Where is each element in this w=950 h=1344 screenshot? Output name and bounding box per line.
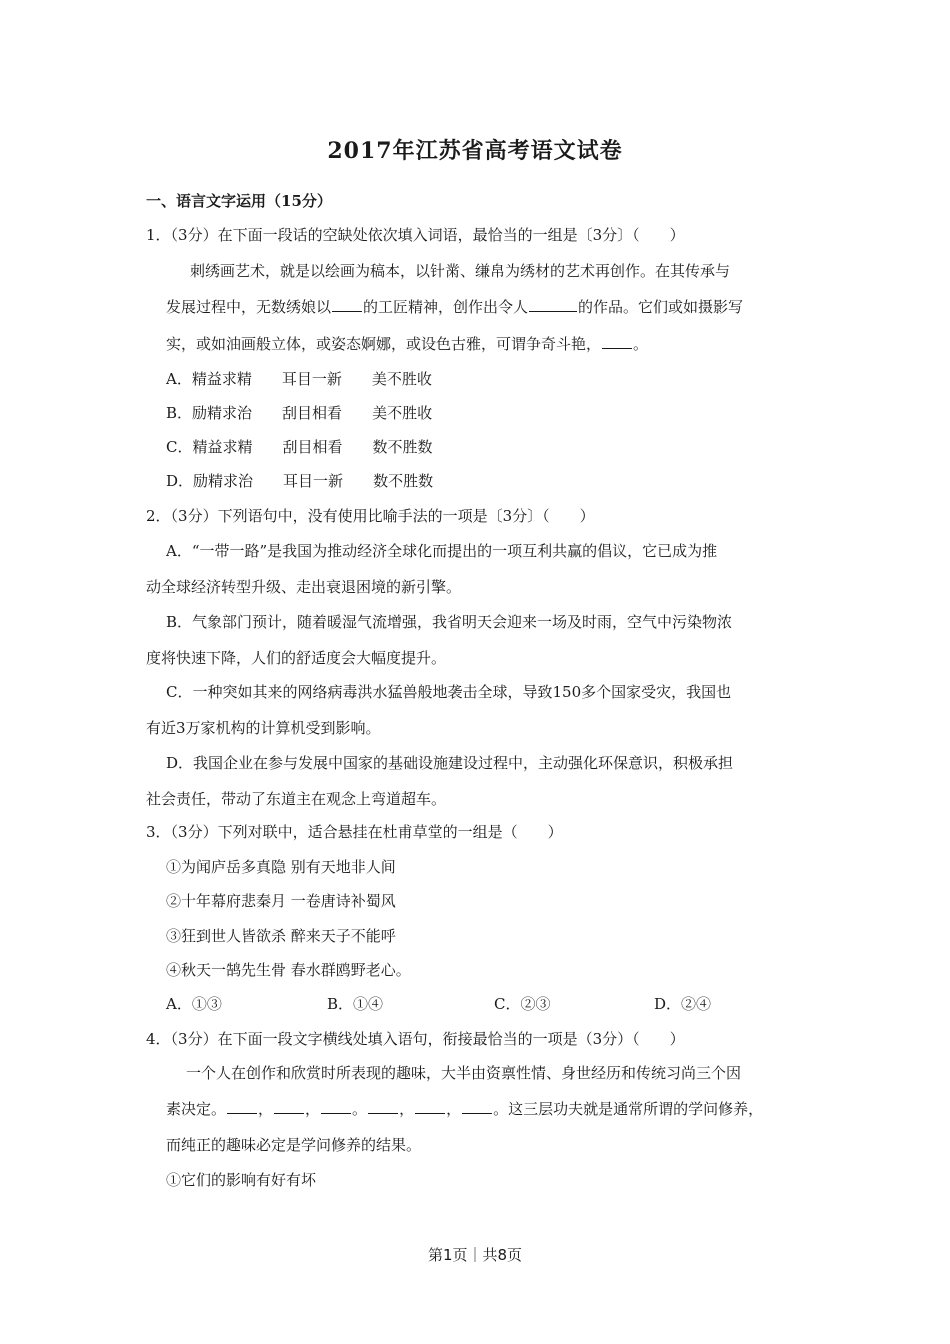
question-2-option-b-line-2: 度将快速下降，人们的舒适度会大幅度提升。 (146, 649, 447, 667)
question-3-option-c[interactable]: C．②③ (494, 995, 551, 1013)
couplet-item-3: ③狂到世人皆欲杀 醉来天子不能呼 (166, 927, 396, 945)
separator: ， (399, 1100, 415, 1118)
option-word: 刮目相看 (282, 438, 343, 456)
question-4-passage-line-2 (166, 1098, 763, 1119)
question-1-option-a[interactable] (166, 368, 432, 389)
question-1-passage-line-2 (166, 296, 743, 317)
option-word: 精益求精 (192, 438, 253, 456)
couplet-item-2: ②十年幕府悲秦月 一卷唐诗补蜀风 (166, 892, 396, 910)
question-1-option-d[interactable] (166, 470, 433, 491)
couplet-item-4: ④秋天一鹄先生骨 春水群鸥野老心。 (166, 961, 411, 979)
passage-text: 的作品。它们或如摄影写 (578, 298, 744, 316)
answer-blank (332, 297, 362, 312)
passage-text: 的工匠精神，创作出令人 (363, 298, 529, 316)
option-label: A． (166, 370, 192, 388)
question-3-option-d[interactable]: D．②④ (654, 995, 712, 1013)
separator: 。 (352, 1100, 368, 1118)
option-word: 美不胜收 (371, 370, 432, 388)
section-heading: 一、语言文字运用（15分） (146, 192, 332, 210)
question-3-option-a[interactable]: A．①③ (166, 995, 222, 1013)
question-2-option-a-line-2: 动全球经济转型升级、走出衰退困境的新引擎。 (146, 578, 462, 596)
answer-blank (462, 1099, 492, 1114)
question-2-option-a-line-1[interactable]: A．“一带一路”是我国为推动经济全球化而提出的一项互利共赢的倡议，它已成为推 (166, 542, 718, 560)
passage-text: 实，或如油画般立体，或姿态婀娜，或设色古雅，可谓争奇斗艳， (166, 335, 602, 353)
answer-blank (227, 1099, 257, 1114)
option-word: 励精求治 (192, 404, 253, 422)
option-label: C． (166, 438, 193, 456)
question-4-item-1: ①它们的影响有好有坏 (166, 1171, 317, 1189)
question-1-passage-line-1: 刺绣画艺术，就是以绘画为稿本，以针黹、缣帛为绣材的艺术再创作。在其传承与 (190, 262, 731, 280)
passage-text: 。 (633, 335, 649, 353)
question-1-option-b[interactable] (166, 402, 432, 423)
option-word: 数不胜数 (372, 438, 433, 456)
passage-text: 素决定。 (166, 1100, 227, 1118)
question-2-option-d-line-2: 社会责任，带动了东道主在观念上弯道超车。 (146, 790, 447, 808)
option-word: 精益求精 (191, 370, 252, 388)
answer-blank (274, 1099, 304, 1114)
page-footer: 第1页｜共8页 (427, 1246, 523, 1264)
answer-blank (602, 334, 632, 349)
answer-blank (321, 1099, 351, 1114)
answer-blank (415, 1099, 445, 1114)
option-word: 数不胜数 (373, 472, 434, 490)
question-2-stem: 2．（3分）下列语句中，没有使用比喻手法的一项是〔3分〕（ ） (146, 507, 595, 525)
option-label: D． (166, 472, 194, 490)
question-3-option-b[interactable]: B．①④ (327, 995, 384, 1013)
question-3-stem: 3．（3分）下列对联中，适合悬挂在杜甫草堂的一组是（ ） (146, 823, 563, 841)
separator: ， (258, 1100, 274, 1118)
option-word: 耳目一新 (283, 472, 344, 490)
page-title: 2017年江苏省高考语文试卷 (327, 138, 623, 164)
question-1-stem: 1．（3分）在下面一段话的空缺处依次填入词语，最恰当的一组是〔3分〕（ ） (146, 226, 685, 244)
question-4-passage-line-3: 而纯正的趣味必定是学问修养的结果。 (166, 1136, 422, 1154)
answer-blank (368, 1099, 398, 1114)
question-2-option-d-line-1[interactable]: D．我国企业在参与发展中国家的基础设施建设过程中，主动强化环保意识，积极承担 (166, 754, 734, 772)
question-4-passage-line-1: 一个人在创作和欣赏时所表现的趣味，大半由资禀性情、身世经历和传统习尚三个因 (186, 1064, 742, 1082)
question-2-option-c-line-1[interactable]: C．一种突如其来的网络病毒洪水猛兽般地袭击全球，导致150多个国家受灾，我国也 (166, 683, 732, 701)
separator: ， (305, 1100, 321, 1118)
question-4-stem: 4．（3分）在下面一段文字横线处填入语句，衔接最恰当的一项是（3分）（ ） (146, 1030, 685, 1048)
option-word: 美不胜收 (372, 404, 433, 422)
question-2-option-c-line-2: 有近3万家机构的计算机受到影响。 (146, 719, 381, 737)
option-word: 刮目相看 (282, 404, 343, 422)
answer-blank (529, 297, 577, 312)
question-1-passage-line-3 (166, 333, 648, 354)
option-label: B． (166, 404, 193, 422)
question-1-option-c[interactable] (166, 436, 433, 457)
passage-text: 。这三层功夫就是通常所谓的学问修养， (493, 1100, 764, 1118)
couplet-item-1: ①为闻庐岳多真隐 别有天地非人间 (166, 858, 396, 876)
separator: ， (446, 1100, 462, 1118)
question-2-option-b-line-1[interactable]: B．气象部门预计，随着暖湿气流增强，我省明天会迎来一场及时雨，空气中污染物浓 (166, 613, 733, 631)
option-word: 耳目一新 (281, 370, 342, 388)
option-word: 励精求治 (193, 472, 254, 490)
passage-text: 发展过程中，无数绣娘以 (166, 298, 332, 316)
